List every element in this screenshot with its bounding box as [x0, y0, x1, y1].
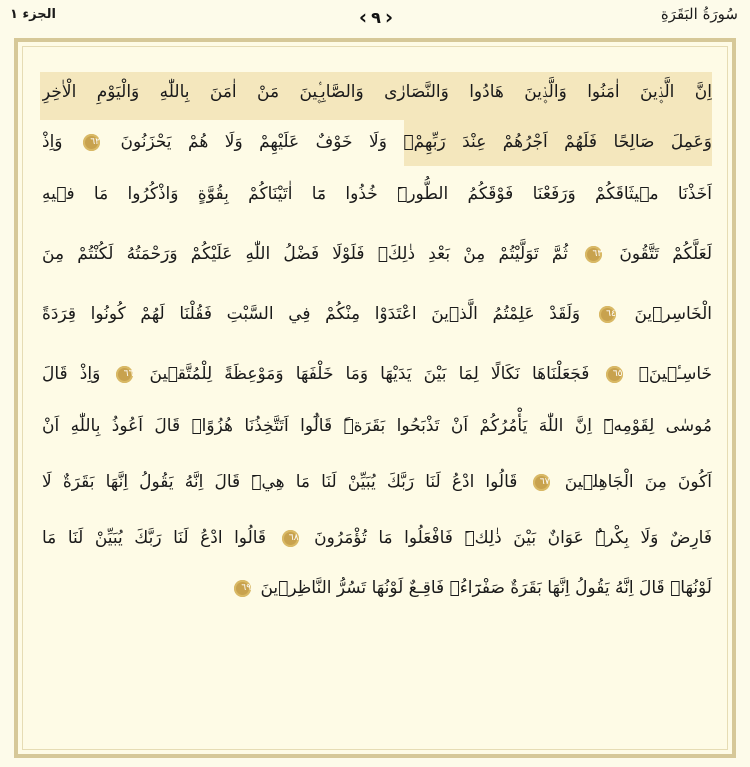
verse-end-marker[interactable]: ٦٤	[599, 306, 616, 323]
verse-line[interactable]	[42, 518, 712, 558]
surah-title: سُورَةُ البَقَرَةِ	[660, 5, 738, 23]
chevron-right-icon[interactable]: ›	[384, 5, 394, 29]
verse-text: اَخَذْنَا م۪يثَاقَكُمْ وَرَفَعْنَا فَوْقَكُمُ الطُّورَۜ خُذُوا مَٓا اٰتَيْنَاكُمْ بِقُوَّةٍ وَاذْكُرُوا مَا ف۪يهِ	[42, 184, 712, 204]
verse-text: فَجَعَلْنَاهَا نَكَالًا لِمَا بَيْنَ يَدَيْهَا وَمَا خَلْفَهَا وَمَوْعِظَةً لِلْمُتَّق۪ينَ	[149, 364, 590, 384]
page-number: ٩	[371, 7, 381, 27]
verse-end-marker[interactable]: ٦٣	[585, 246, 602, 263]
top-bar	[0, 0, 750, 34]
verse-text: فَارِضٌ وَلَا بِكْرٌۜ عَوَانٌ بَيْنَ ذٰلِكَۜ فَافْعَلُوا مَا تُؤْمَرُونَ	[314, 528, 712, 548]
verse-text: الْخَاسِر۪ينَ	[634, 304, 712, 324]
verse-text: لَوْنُهَاۜ قَالَ اِنَّهُ يَقُولُ اِنَّهَا بَقَرَةٌ صَفْرَٓاءُۙ فَاقِـعٌ لَوْنُهَا تَسُرُّ النَّاظِر۪ينَ	[260, 578, 712, 598]
verse-end-marker[interactable]: ٦٨	[282, 530, 299, 547]
verse-line[interactable]	[42, 122, 712, 162]
verse-end-marker[interactable]: ٦٧	[533, 474, 550, 491]
verse-line[interactable]	[42, 568, 712, 608]
verse-end-marker[interactable]: ٦٦	[116, 366, 133, 383]
verse-line[interactable]	[42, 72, 712, 112]
verse-end-marker[interactable]: ٦٢	[83, 134, 100, 151]
verse-text: مُوسٰى لِقَوْمِه۪ٓ اِنَّ اللّٰهَ يَأْمُرُكُمْ اَنْ تَذْبَحُوا بَقَرَةًۜ قَالُٓوا اَتَتَّخِذُنَا هُزُوًاۜ قَالَ اَعُوذُ بِاللّٰهِ اَنْ	[42, 416, 712, 436]
chevron-left-icon[interactable]: ‹	[358, 5, 368, 29]
verse-text: قَالُوا ادْعُ لَنَا رَبَّكَ يُبَيِّنْ لَنَا مَا	[42, 528, 267, 548]
page-navigation	[346, 4, 406, 30]
verse-line[interactable]	[42, 462, 712, 502]
verse-line[interactable]	[42, 354, 712, 394]
verse-text: قَالُوا ادْعُ لَنَا رَبَّكَ يُبَيِّنْ لَنَا مَا هِيَۜ قَالَ اِنَّهُ يَقُولُ اِنَّهَا بَقَرَةٌ لَا	[42, 472, 518, 492]
verse-end-marker[interactable]: ٦٩	[234, 580, 251, 597]
verse-line[interactable]	[42, 174, 712, 214]
juz-label: الجزء ١	[10, 7, 56, 22]
verse-text: وَعَمِلَ صَالِحًا فَلَهُمْ اَجْرُهُمْ عِنْدَ رَبِّهِمْۚ وَلَا خَوْفٌ عَلَيْهِمْ وَلَا هُمْ يَحْزَنُونَ	[120, 132, 712, 152]
verse-text: ثُمَّ تَوَلَّيْتُمْ مِنْ بَعْدِ ذٰلِكَۚ فَلَوْلَا فَضْلُ اللّٰهِ عَلَيْكُمْ وَرَحْمَتُهُ لَكُنْتُمْ مِنَ	[42, 244, 568, 264]
verse-line[interactable]	[42, 234, 712, 274]
verse-text: خَاسِـ۪ٔينَۚ	[638, 364, 712, 384]
verse-end-marker[interactable]: ٦٥	[606, 366, 623, 383]
verse-text: وَاِذْ قَالَ	[42, 364, 101, 384]
page-frame	[14, 38, 736, 758]
verse-line[interactable]	[42, 406, 712, 446]
verse-text: لَعَلَّكُمْ تَتَّقُونَ	[619, 244, 712, 264]
verse-text: اَكُونَ مِنَ الْجَاهِل۪ينَ	[564, 472, 712, 492]
verse-text: وَاِذْ	[42, 132, 63, 152]
verse-line[interactable]	[42, 294, 712, 334]
verse-text: اِنَّ الَّذ۪ينَ اٰمَنُوا وَالَّذ۪ينَ هَادُوا وَالنَّصَارٰى وَالصَّابِـ۪ٔينَ مَنْ اٰمَنَ بِاللّٰهِ وَالْيَوْمِ الْاٰخِرِ	[42, 82, 712, 102]
verse-text: وَلَقَدْ عَلِمْتُمُ الَّذ۪ينَ اعْتَدَوْا مِنْكُمْ فِي السَّبْتِ فَقُلْنَا لَهُمْ كُونُوا قِرَدَةً	[42, 304, 581, 324]
